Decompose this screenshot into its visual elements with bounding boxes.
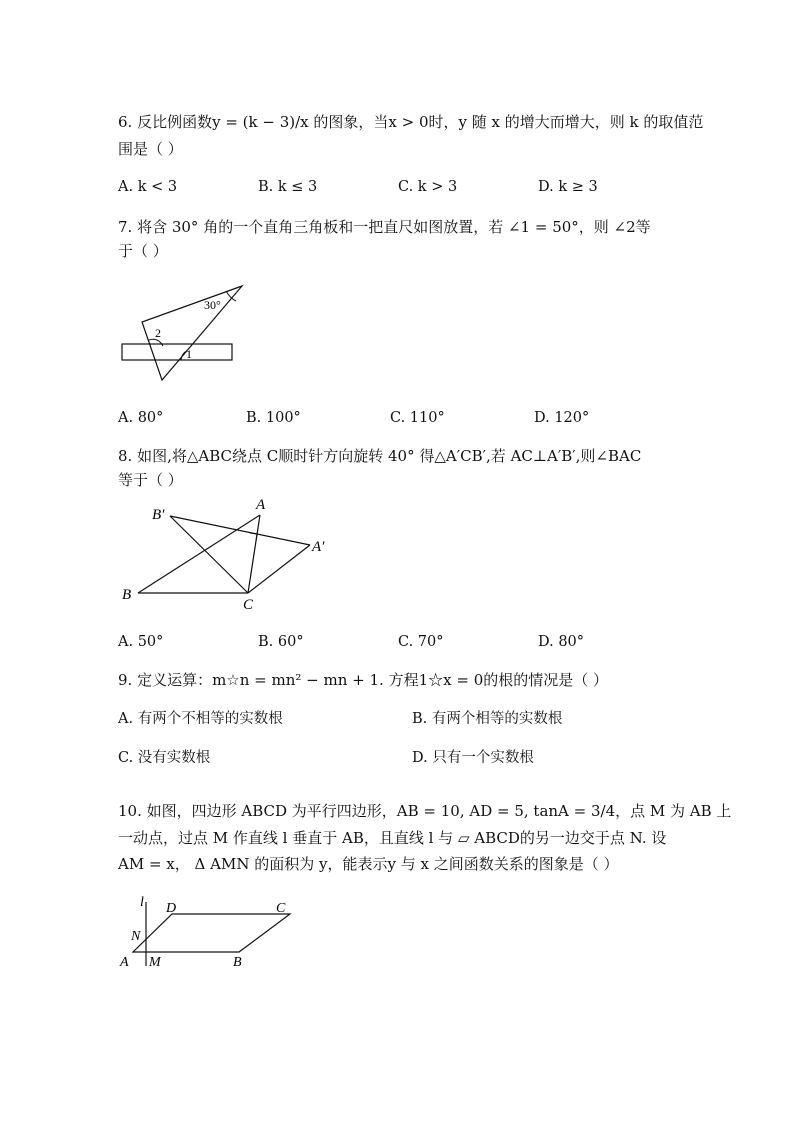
q9-option-c[interactable]: C. 没有实数根 <box>118 750 211 766</box>
q8-option-d[interactable]: D. 80° <box>538 634 585 650</box>
label-M: M <box>149 955 161 970</box>
segment-AprimeC <box>248 545 310 593</box>
q10-stem-line1: 10. 如图，四边形 ABCD 为平行四边形，AB = 10, AD = 5, tanA = 3/4，点 M 为 AB 上 <box>118 802 732 820</box>
q6-stem-line1: 6. 反比例函数y = (k − 3)/x 的图象，当x > 0时，y 随 x 的增大而增大，则 k 的取值范 <box>118 113 704 131</box>
label-Aprime: A′ <box>312 539 325 555</box>
label-N: N <box>131 929 141 944</box>
label-A: A <box>256 497 266 513</box>
q8-stem-line1: 8. 如图,将△ABC绕点 C顺时针方向旋转 40° 得△A′CB′,若 AC⊥A′B′,则∠BAC <box>118 447 642 465</box>
q6-option-d[interactable]: D. k ≥ 3 <box>538 179 598 195</box>
q6-stem-line2: 围是（ ） <box>118 140 183 158</box>
q7-stem-line2: 于（ ） <box>118 242 168 260</box>
parallelogram-ABCD <box>133 914 290 952</box>
label-B: B <box>233 955 242 970</box>
label-A: A <box>120 955 129 970</box>
label-B: B <box>122 587 132 603</box>
label-C: C <box>243 597 254 613</box>
label-D: D <box>166 901 177 916</box>
q9-option-b[interactable]: B. 有两个相等的实数根 <box>412 711 563 727</box>
segment-BA <box>138 515 260 593</box>
q9-stem-line1: 9. 定义运算：m☆n = mn² − mn + 1. 方程1☆x = 0的根的情况是（ ） <box>118 671 609 689</box>
q8-option-a[interactable]: A. 50° <box>118 634 164 650</box>
label-C: C <box>276 901 286 916</box>
right-angle-mark <box>250 533 257 541</box>
q7-figure <box>110 278 255 388</box>
q7-stem-line1: 7. 将含 30° 角的一个直角三角板和一把直尺如图放置，若 ∠1 = 50°，则 ∠2等 <box>118 218 651 236</box>
segment-AC <box>248 515 260 593</box>
segment-BprimeC <box>170 516 248 593</box>
q10-figure <box>115 894 295 972</box>
angle-1-label: 1 <box>186 347 192 361</box>
q9-option-a[interactable]: A. 有两个不相等的实数根 <box>118 711 283 727</box>
q10-stem-line2: 一动点，过点 M 作直线 l 垂直于 AB，且直线 l 与 ▱ ABCD的另一边交于点 N. 设 <box>118 829 667 847</box>
angle-30-label: 30° <box>204 298 221 312</box>
segment-BprimeAprime <box>170 516 310 545</box>
label-l: l <box>140 895 144 910</box>
q8-figure <box>115 492 335 616</box>
q7-option-b[interactable]: B. 100° <box>246 410 301 426</box>
q7-option-a[interactable]: A. 80° <box>118 410 164 426</box>
q7-option-c[interactable]: C. 110° <box>390 410 445 426</box>
q10-stem-line3: AM = x， Δ AMN 的面积为 y，能表示y 与 x 之间函数关系的图象是（ ） <box>118 855 619 873</box>
angle-2-arc <box>149 339 163 346</box>
q6-option-a[interactable]: A. k < 3 <box>118 179 178 195</box>
ruler <box>122 344 232 360</box>
q6-option-b[interactable]: B. k ≤ 3 <box>258 179 318 195</box>
q6-option-c[interactable]: C. k > 3 <box>398 179 458 195</box>
q8-option-b[interactable]: B. 60° <box>258 634 304 650</box>
q8-stem-line2: 等于（ ） <box>118 471 183 489</box>
q8-option-c[interactable]: C. 70° <box>398 634 444 650</box>
q7-option-d[interactable]: D. 120° <box>534 410 590 426</box>
angle-2-label: 2 <box>155 326 161 340</box>
q9-option-d[interactable]: D. 只有一个实数根 <box>412 750 534 766</box>
label-Bprime: B′ <box>152 507 165 523</box>
